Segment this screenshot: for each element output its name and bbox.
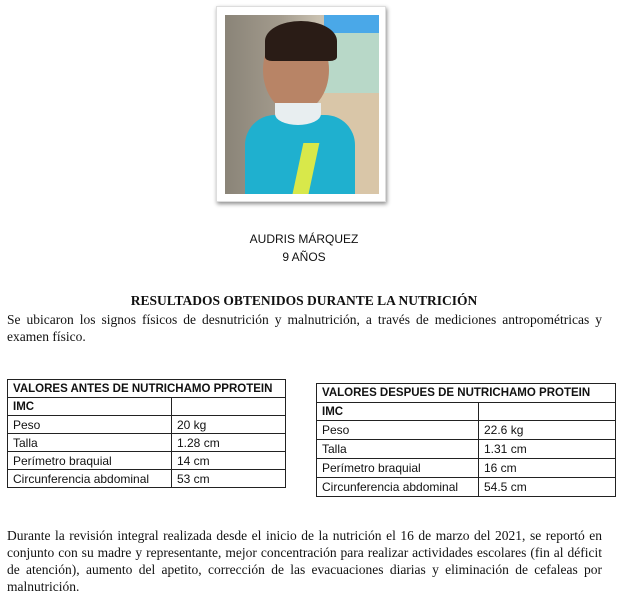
child-name: AUDRIS MÁRQUEZ [249, 232, 359, 246]
section-title: RESULTADOS OBTENIDOS DURANTE LA NUTRICIÓN [130, 293, 478, 308]
table-row: Circunferencia abdominal 54.5 cm [317, 478, 616, 497]
table-row: Perímetro braquial 14 cm [8, 452, 286, 470]
table-after [316, 383, 616, 497]
table-row: Perímetro braquial 16 cm [317, 459, 616, 478]
table-row: Peso 20 kg [8, 416, 286, 434]
table-row: Peso 22.6 kg [317, 421, 616, 440]
table-header: VALORES DESPUES DE NUTRICHAMO PROTEIN [317, 384, 616, 403]
table-row: Talla 1.31 cm [317, 440, 616, 459]
child-photo [225, 15, 379, 194]
conclusion-paragraph: Durante la revisión integral realizada desde el inicio de la nutrición el 16 de marzo del 2021, se reportó en conjunto con su madre y representante, mejor concentración para realizar actividades escolares (fin al déficit de atención), aumento del apetito, corrección de las evacuaciones diarias y eliminación de cefaleas por malnutrición. [7, 528, 602, 594]
intro-paragraph: Se ubicaron los signos físicos de desnutrición y malnutrición, a través de mediciones antropométricas y examen físico. [7, 312, 602, 344]
table-row: Talla 1.28 cm [8, 434, 286, 452]
table-header: VALORES ANTES DE NUTRICHAMO PPROTEIN [8, 380, 286, 398]
table-before [7, 379, 286, 488]
photo-frame [216, 6, 386, 202]
table-row: Circunferencia abdominal 53 cm [8, 470, 286, 488]
imc-label: IMC [317, 403, 479, 421]
imc-label: IMC [8, 398, 172, 416]
child-age: 9 AÑOS [282, 250, 326, 264]
